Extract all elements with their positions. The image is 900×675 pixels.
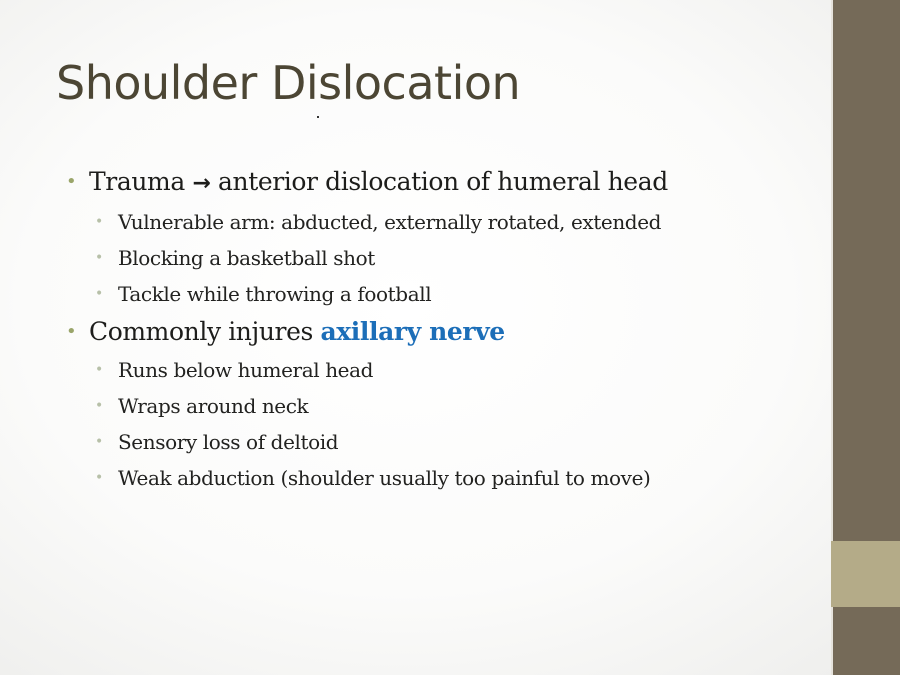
sub-bullet-text: Weak abduction (shoulder usually too painful to move) bbox=[118, 466, 651, 490]
bullet-list bbox=[66, 162, 806, 496]
bullet-text: anterior dislocation of humeral head bbox=[210, 167, 668, 196]
sub-bullet-icon: • bbox=[95, 398, 103, 414]
right-arrow-icon: → bbox=[192, 171, 211, 196]
sub-bullet-text: Wraps around neck bbox=[118, 394, 309, 418]
sub-bullet-item bbox=[66, 276, 806, 312]
sub-bullet-text: Runs below humeral head bbox=[118, 358, 374, 382]
sub-bullet-item bbox=[66, 460, 806, 496]
sidebar-accent-block bbox=[831, 541, 900, 607]
sub-bullet-icon: • bbox=[95, 214, 103, 230]
highlighted-term: axillary nerve bbox=[320, 317, 505, 346]
bullet-text: Trauma bbox=[89, 167, 193, 196]
sub-bullet-text: Vulnerable arm: abducted, externally rotated, extended bbox=[118, 210, 662, 234]
slide-title: Shoulder Dislocation bbox=[56, 56, 521, 110]
sub-bullet-icon: • bbox=[95, 286, 103, 302]
sub-bullet-item bbox=[66, 240, 806, 276]
bullet-icon: • bbox=[66, 321, 77, 342]
sub-bullet-icon: • bbox=[95, 250, 103, 266]
cursor-dot bbox=[317, 116, 319, 118]
sub-bullet-item bbox=[66, 388, 806, 424]
sub-bullet-text: Sensory loss of deltoid bbox=[118, 430, 339, 454]
bullet-icon: • bbox=[66, 171, 77, 192]
decorative-sidebar bbox=[831, 0, 900, 675]
bullet-item-axillary-nerve bbox=[66, 312, 806, 352]
sub-bullet-item bbox=[66, 352, 806, 388]
sub-bullet-item bbox=[66, 424, 806, 460]
sub-bullet-item bbox=[66, 204, 806, 240]
bullet-item-trauma bbox=[66, 162, 806, 204]
sub-bullet-icon: • bbox=[95, 362, 103, 378]
sub-bullet-text: Tackle while throwing a football bbox=[118, 282, 432, 306]
sub-bullet-text: Blocking a basketball shot bbox=[118, 246, 375, 270]
sub-bullet-icon: • bbox=[95, 434, 103, 450]
sub-bullet-icon: • bbox=[95, 470, 103, 486]
bullet-text: Commonly injures bbox=[89, 317, 321, 346]
